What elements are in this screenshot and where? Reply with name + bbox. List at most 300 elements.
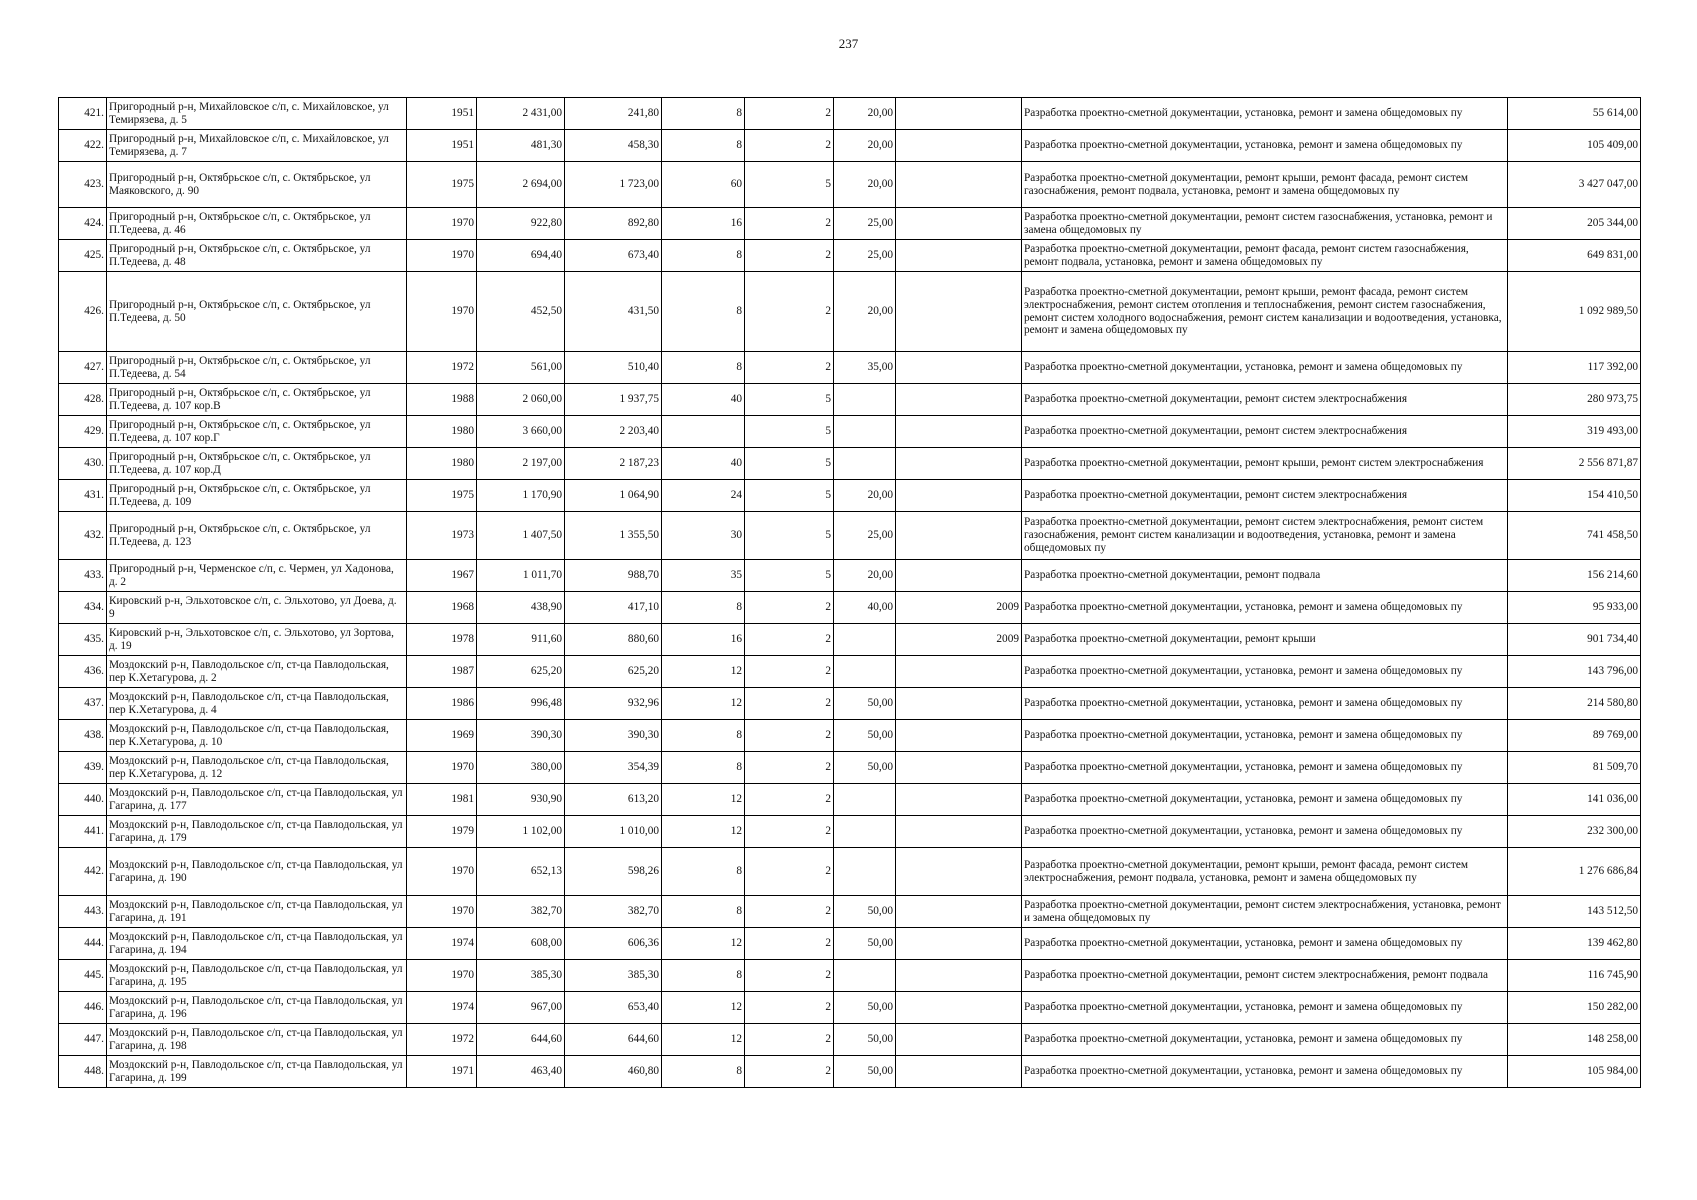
year-built-cell: 1970 — [407, 896, 477, 928]
last-repair-year-cell: 2009 — [896, 592, 1022, 624]
last-repair-year-cell — [896, 928, 1022, 960]
last-repair-year-cell — [896, 896, 1022, 928]
floors-cell: 2 — [745, 352, 834, 384]
wear-percent-cell: 20,00 — [834, 480, 896, 512]
works-description-cell: Разработка проектно-сметной документации, ремонт систем электроснабжения, ремонт систем газоснабжения, ремонт систем канализации и водоотведения, установка, ремонт и замена общедомовых пу — [1022, 512, 1508, 560]
total-area-cell: 967,00 — [477, 992, 565, 1024]
living-area-cell: 510,40 — [565, 352, 662, 384]
row-number: 433. — [59, 560, 107, 592]
table-row — [59, 688, 1641, 720]
wear-percent-cell: 25,00 — [834, 240, 896, 272]
apartments-cell: 16 — [662, 624, 745, 656]
apartments-cell: 8 — [662, 240, 745, 272]
works-description-cell: Разработка проектно-сметной документации, установка, ремонт и замена общедомовых пу — [1022, 592, 1508, 624]
works-description-cell: Разработка проектно-сметной документации, ремонт систем электроснабжения, ремонт подвала — [1022, 960, 1508, 992]
total-area-cell: 1 170,90 — [477, 480, 565, 512]
table-row — [59, 416, 1641, 448]
floors-cell: 2 — [745, 208, 834, 240]
total-area-cell: 2 060,00 — [477, 384, 565, 416]
wear-percent-cell: 25,00 — [834, 208, 896, 240]
year-built-cell: 1974 — [407, 992, 477, 1024]
year-built-cell: 1980 — [407, 416, 477, 448]
table-row — [59, 240, 1641, 272]
works-description-cell: Разработка проектно-сметной документации, установка, ремонт и замена общедомовых пу — [1022, 928, 1508, 960]
apartments-cell: 12 — [662, 784, 745, 816]
cost-cell: 741 458,50 — [1508, 512, 1641, 560]
table-row — [59, 272, 1641, 352]
apartments-cell: 8 — [662, 960, 745, 992]
table-row — [59, 928, 1641, 960]
total-area-cell: 463,40 — [477, 1056, 565, 1088]
last-repair-year-cell — [896, 512, 1022, 560]
last-repair-year-cell — [896, 384, 1022, 416]
address-cell: Пригородный р-н, Октябрьское с/п, с. Октябрьское, ул П.Тедеева, д. 46 — [107, 208, 407, 240]
address-cell: Моздокский р-н, Павлодольское с/п, ст-ца Павлодольская, ул Гагарина, д. 177 — [107, 784, 407, 816]
total-area-cell: 452,50 — [477, 272, 565, 352]
apartments-cell: 8 — [662, 752, 745, 784]
cost-cell: 214 580,80 — [1508, 688, 1641, 720]
row-number: 436. — [59, 656, 107, 688]
cost-cell: 95 933,00 — [1508, 592, 1641, 624]
wear-percent-cell: 40,00 — [834, 592, 896, 624]
total-area-cell: 911,60 — [477, 624, 565, 656]
apartments-cell: 30 — [662, 512, 745, 560]
row-number: 428. — [59, 384, 107, 416]
table-row — [59, 208, 1641, 240]
row-number: 438. — [59, 720, 107, 752]
row-number: 426. — [59, 272, 107, 352]
year-built-cell: 1971 — [407, 1056, 477, 1088]
table-row — [59, 592, 1641, 624]
living-area-cell: 673,40 — [565, 240, 662, 272]
living-area-cell: 932,96 — [565, 688, 662, 720]
cost-cell: 1 092 989,50 — [1508, 272, 1641, 352]
apartments-cell: 16 — [662, 208, 745, 240]
total-area-cell: 930,90 — [477, 784, 565, 816]
row-number: 421. — [59, 98, 107, 130]
table-row — [59, 560, 1641, 592]
wear-percent-cell: 35,00 — [834, 352, 896, 384]
floors-cell: 2 — [745, 1024, 834, 1056]
cost-cell: 116 745,90 — [1508, 960, 1641, 992]
apartments-cell: 40 — [662, 384, 745, 416]
row-number: 446. — [59, 992, 107, 1024]
table-row — [59, 448, 1641, 480]
living-area-cell: 880,60 — [565, 624, 662, 656]
living-area-cell: 431,50 — [565, 272, 662, 352]
wear-percent-cell: 50,00 — [834, 1056, 896, 1088]
wear-percent-cell — [834, 960, 896, 992]
table-row — [59, 1024, 1641, 1056]
apartments-cell: 8 — [662, 896, 745, 928]
works-description-cell: Разработка проектно-сметной документации, ремонт систем электроснабжения — [1022, 384, 1508, 416]
floors-cell: 2 — [745, 896, 834, 928]
cost-cell: 143 796,00 — [1508, 656, 1641, 688]
living-area-cell: 1 937,75 — [565, 384, 662, 416]
row-number: 443. — [59, 896, 107, 928]
living-area-cell: 1 355,50 — [565, 512, 662, 560]
address-cell: Моздокский р-н, Павлодольское с/п, ст-ца Павлодольская, ул Гагарина, д. 199 — [107, 1056, 407, 1088]
wear-percent-cell: 50,00 — [834, 1024, 896, 1056]
last-repair-year-cell — [896, 992, 1022, 1024]
floors-cell: 5 — [745, 448, 834, 480]
floors-cell: 5 — [745, 512, 834, 560]
floors-cell: 2 — [745, 752, 834, 784]
last-repair-year-cell — [896, 208, 1022, 240]
last-repair-year-cell — [896, 960, 1022, 992]
works-description-cell: Разработка проектно-сметной документации, ремонт крыши, ремонт фасада, ремонт систем электроснабжения, ремонт подвала, установка, ремонт и замена общедомовых пу — [1022, 848, 1508, 896]
apartments-cell: 12 — [662, 816, 745, 848]
wear-percent-cell: 50,00 — [834, 688, 896, 720]
table-row — [59, 162, 1641, 208]
apartments-cell: 8 — [662, 720, 745, 752]
last-repair-year-cell — [896, 416, 1022, 448]
apartments-cell: 8 — [662, 848, 745, 896]
works-description-cell: Разработка проектно-сметной документации, установка, ремонт и замена общедомовых пу — [1022, 752, 1508, 784]
last-repair-year-cell — [896, 688, 1022, 720]
address-cell: Пригородный р-н, Октябрьское с/п, с. Октябрьское, ул П.Тедеева, д. 123 — [107, 512, 407, 560]
last-repair-year-cell — [896, 720, 1022, 752]
row-number: 448. — [59, 1056, 107, 1088]
living-area-cell: 653,40 — [565, 992, 662, 1024]
cost-cell: 649 831,00 — [1508, 240, 1641, 272]
year-built-cell: 1951 — [407, 130, 477, 162]
last-repair-year-cell — [896, 560, 1022, 592]
cost-cell: 280 973,75 — [1508, 384, 1641, 416]
wear-percent-cell — [834, 416, 896, 448]
total-area-cell: 2 431,00 — [477, 98, 565, 130]
floors-cell: 5 — [745, 560, 834, 592]
year-built-cell: 1970 — [407, 240, 477, 272]
floors-cell: 2 — [745, 624, 834, 656]
table-row — [59, 752, 1641, 784]
year-built-cell: 1972 — [407, 1024, 477, 1056]
address-cell: Моздокский р-н, Павлодольское с/п, ст-ца Павлодольская, пер К.Хетагурова, д. 4 — [107, 688, 407, 720]
apartments-cell: 24 — [662, 480, 745, 512]
apartments-cell: 12 — [662, 656, 745, 688]
works-description-cell: Разработка проектно-сметной документации, ремонт систем электроснабжения, установка, ремонт и замена общедомовых пу — [1022, 896, 1508, 928]
table-row — [59, 512, 1641, 560]
address-cell: Моздокский р-н, Павлодольское с/п, ст-ца Павлодольская, ул Гагарина, д. 179 — [107, 816, 407, 848]
living-area-cell: 988,70 — [565, 560, 662, 592]
floors-cell: 2 — [745, 656, 834, 688]
floors-cell: 2 — [745, 272, 834, 352]
living-area-cell: 241,80 — [565, 98, 662, 130]
row-number: 441. — [59, 816, 107, 848]
address-cell: Пригородный р-н, Михайловское с/п, с. Михайловское, ул Темирязева, д. 7 — [107, 130, 407, 162]
year-built-cell: 1975 — [407, 162, 477, 208]
cost-cell: 89 769,00 — [1508, 720, 1641, 752]
living-area-cell: 354,39 — [565, 752, 662, 784]
cost-cell: 232 300,00 — [1508, 816, 1641, 848]
floors-cell: 2 — [745, 992, 834, 1024]
row-number: 427. — [59, 352, 107, 384]
year-built-cell: 1970 — [407, 960, 477, 992]
last-repair-year-cell — [896, 752, 1022, 784]
total-area-cell: 561,00 — [477, 352, 565, 384]
apartments-cell: 40 — [662, 448, 745, 480]
page-number: 237 — [838, 36, 859, 51]
year-built-cell: 1986 — [407, 688, 477, 720]
year-built-cell: 1951 — [407, 98, 477, 130]
row-number: 440. — [59, 784, 107, 816]
wear-percent-cell: 20,00 — [834, 98, 896, 130]
row-number: 444. — [59, 928, 107, 960]
total-area-cell: 608,00 — [477, 928, 565, 960]
last-repair-year-cell — [896, 448, 1022, 480]
works-description-cell: Разработка проектно-сметной документации, ремонт фасада, ремонт систем газоснабжения, ремонт подвала, установка, ремонт и замена общедомовых пу — [1022, 240, 1508, 272]
works-description-cell: Разработка проектно-сметной документации, ремонт крыши, ремонт фасада, ремонт систем газоснабжения, ремонт подвала, установка, ремонт и замена общедомовых пу — [1022, 162, 1508, 208]
last-repair-year-cell — [896, 352, 1022, 384]
last-repair-year-cell — [896, 98, 1022, 130]
year-built-cell: 1988 — [407, 384, 477, 416]
works-description-cell: Разработка проектно-сметной документации, установка, ремонт и замена общедомовых пу — [1022, 130, 1508, 162]
table-row — [59, 98, 1641, 130]
floors-cell: 2 — [745, 848, 834, 896]
address-cell: Пригородный р-н, Октябрьское с/п, с. Октябрьское, ул П.Тедеева, д. 107 кор.Г — [107, 416, 407, 448]
apartments-cell — [662, 416, 745, 448]
table-row — [59, 720, 1641, 752]
apartments-cell: 60 — [662, 162, 745, 208]
total-area-cell: 644,60 — [477, 1024, 565, 1056]
living-area-cell: 458,30 — [565, 130, 662, 162]
address-cell: Пригородный р-н, Октябрьское с/п, с. Октябрьское, ул П.Тедеева, д. 48 — [107, 240, 407, 272]
living-area-cell: 598,26 — [565, 848, 662, 896]
year-built-cell: 1970 — [407, 752, 477, 784]
last-repair-year-cell — [896, 130, 1022, 162]
works-description-cell: Разработка проектно-сметной документации, ремонт крыши, ремонт фасада, ремонт систем электроснабжения, ремонт систем отопления и теплоснабжения, ремонт систем газоснабжения, ремонт систем холодного водоснабжения, ремонт систем канализации и водоотведения, установка, ремонт и замена общедомовых пу — [1022, 272, 1508, 352]
address-cell: Пригородный р-н, Октябрьское с/п, с. Октябрьское, ул П.Тедеева, д. 54 — [107, 352, 407, 384]
last-repair-year-cell — [896, 848, 1022, 896]
address-cell: Моздокский р-н, Павлодольское с/п, ст-ца Павлодольская, ул Гагарина, д. 196 — [107, 992, 407, 1024]
floors-cell: 2 — [745, 98, 834, 130]
cost-cell: 105 409,00 — [1508, 130, 1641, 162]
year-built-cell: 1970 — [407, 272, 477, 352]
year-built-cell: 1980 — [407, 448, 477, 480]
apartments-cell: 12 — [662, 992, 745, 1024]
year-built-cell: 1968 — [407, 592, 477, 624]
works-description-cell: Разработка проектно-сметной документации, ремонт систем электроснабжения — [1022, 416, 1508, 448]
table-row — [59, 992, 1641, 1024]
address-cell: Моздокский р-н, Павлодольское с/п, ст-ца Павлодольская, ул Гагарина, д. 194 — [107, 928, 407, 960]
wear-percent-cell: 50,00 — [834, 992, 896, 1024]
cost-cell: 150 282,00 — [1508, 992, 1641, 1024]
row-number: 442. — [59, 848, 107, 896]
living-area-cell: 1 064,90 — [565, 480, 662, 512]
cost-cell: 55 614,00 — [1508, 98, 1641, 130]
total-area-cell: 922,80 — [477, 208, 565, 240]
total-area-cell: 694,40 — [477, 240, 565, 272]
apartments-cell: 8 — [662, 352, 745, 384]
living-area-cell: 382,70 — [565, 896, 662, 928]
total-area-cell: 996,48 — [477, 688, 565, 720]
living-area-cell: 417,10 — [565, 592, 662, 624]
table-row — [59, 816, 1641, 848]
wear-percent-cell — [834, 816, 896, 848]
address-cell: Моздокский р-н, Павлодольское с/п, ст-ца Павлодольская, ул Гагарина, д. 190 — [107, 848, 407, 896]
wear-percent-cell: 50,00 — [834, 896, 896, 928]
works-description-cell: Разработка проектно-сметной документации, установка, ремонт и замена общедомовых пу — [1022, 784, 1508, 816]
row-number: 435. — [59, 624, 107, 656]
year-built-cell: 1970 — [407, 848, 477, 896]
last-repair-year-cell — [896, 656, 1022, 688]
floors-cell: 2 — [745, 1056, 834, 1088]
floors-cell: 2 — [745, 816, 834, 848]
wear-percent-cell: 25,00 — [834, 512, 896, 560]
last-repair-year-cell — [896, 240, 1022, 272]
table-row — [59, 352, 1641, 384]
cost-cell: 105 984,00 — [1508, 1056, 1641, 1088]
wear-percent-cell: 50,00 — [834, 752, 896, 784]
cost-cell: 139 462,80 — [1508, 928, 1641, 960]
living-area-cell: 613,20 — [565, 784, 662, 816]
works-description-cell: Разработка проектно-сметной документации, установка, ремонт и замена общедомовых пу — [1022, 98, 1508, 130]
cost-cell: 148 258,00 — [1508, 1024, 1641, 1056]
last-repair-year-cell — [896, 162, 1022, 208]
living-area-cell: 1 010,00 — [565, 816, 662, 848]
cost-cell: 319 493,00 — [1508, 416, 1641, 448]
address-cell: Кировский р-н, Эльхотовское с/п, с. Эльхотово, ул Доева, д. 9 — [107, 592, 407, 624]
total-area-cell: 382,70 — [477, 896, 565, 928]
year-built-cell: 1987 — [407, 656, 477, 688]
living-area-cell: 892,80 — [565, 208, 662, 240]
address-cell: Пригородный р-н, Черменское с/п, с. Чермен, ул Хадонова, д. 2 — [107, 560, 407, 592]
row-number: 437. — [59, 688, 107, 720]
living-area-cell: 390,30 — [565, 720, 662, 752]
table-row — [59, 896, 1641, 928]
row-number: 432. — [59, 512, 107, 560]
living-area-cell: 644,60 — [565, 1024, 662, 1056]
floors-cell: 5 — [745, 416, 834, 448]
living-area-cell: 606,36 — [565, 928, 662, 960]
last-repair-year-cell — [896, 272, 1022, 352]
row-number: 434. — [59, 592, 107, 624]
address-cell: Кировский р-н, Эльхотовское с/п, с. Эльхотово, ул Зортова, д. 19 — [107, 624, 407, 656]
works-description-cell: Разработка проектно-сметной документации, установка, ремонт и замена общедомовых пу — [1022, 352, 1508, 384]
wear-percent-cell: 50,00 — [834, 720, 896, 752]
works-description-cell: Разработка проектно-сметной документации, ремонт крыши — [1022, 624, 1508, 656]
year-built-cell: 1974 — [407, 928, 477, 960]
last-repair-year-cell — [896, 1056, 1022, 1088]
cost-cell: 154 410,50 — [1508, 480, 1641, 512]
cost-cell: 901 734,40 — [1508, 624, 1641, 656]
floors-cell: 5 — [745, 480, 834, 512]
living-area-cell: 625,20 — [565, 656, 662, 688]
apartments-cell: 8 — [662, 1056, 745, 1088]
address-cell: Пригородный р-н, Михайловское с/п, с. Михайловское, ул Темирязева, д. 5 — [107, 98, 407, 130]
table-row — [59, 848, 1641, 896]
total-area-cell: 481,30 — [477, 130, 565, 162]
cost-cell: 141 036,00 — [1508, 784, 1641, 816]
wear-percent-cell: 20,00 — [834, 130, 896, 162]
apartments-cell: 35 — [662, 560, 745, 592]
total-area-cell: 625,20 — [477, 656, 565, 688]
wear-percent-cell — [834, 384, 896, 416]
total-area-cell: 1 407,50 — [477, 512, 565, 560]
row-number: 425. — [59, 240, 107, 272]
works-description-cell: Разработка проектно-сметной документации, установка, ремонт и замена общедомовых пу — [1022, 816, 1508, 848]
row-number: 431. — [59, 480, 107, 512]
total-area-cell: 385,30 — [477, 960, 565, 992]
year-built-cell: 1981 — [407, 784, 477, 816]
row-number: 423. — [59, 162, 107, 208]
wear-percent-cell — [834, 784, 896, 816]
floors-cell: 5 — [745, 162, 834, 208]
total-area-cell: 380,00 — [477, 752, 565, 784]
living-area-cell: 1 723,00 — [565, 162, 662, 208]
table-row — [59, 130, 1641, 162]
cost-cell: 117 392,00 — [1508, 352, 1641, 384]
row-number: 445. — [59, 960, 107, 992]
row-number: 429. — [59, 416, 107, 448]
apartments-cell: 8 — [662, 592, 745, 624]
apartments-cell: 8 — [662, 272, 745, 352]
last-repair-year-cell — [896, 480, 1022, 512]
total-area-cell: 2 694,00 — [477, 162, 565, 208]
total-area-cell: 438,90 — [477, 592, 565, 624]
works-description-cell: Разработка проектно-сметной документации, установка, ремонт и замена общедомовых пу — [1022, 656, 1508, 688]
year-built-cell: 1973 — [407, 512, 477, 560]
table-row — [59, 480, 1641, 512]
total-area-cell: 3 660,00 — [477, 416, 565, 448]
row-number: 430. — [59, 448, 107, 480]
floors-cell: 2 — [745, 784, 834, 816]
floors-cell: 2 — [745, 130, 834, 162]
works-description-cell: Разработка проектно-сметной документации, ремонт систем газоснабжения, установка, ремонт и замена общедомовых пу — [1022, 208, 1508, 240]
apartments-cell: 12 — [662, 1024, 745, 1056]
row-number: 439. — [59, 752, 107, 784]
row-number: 447. — [59, 1024, 107, 1056]
total-area-cell: 2 197,00 — [477, 448, 565, 480]
address-cell: Моздокский р-н, Павлодольское с/п, ст-ца Павлодольская, ул Гагарина, д. 191 — [107, 896, 407, 928]
total-area-cell: 1 011,70 — [477, 560, 565, 592]
apartments-cell: 8 — [662, 98, 745, 130]
works-description-cell: Разработка проектно-сметной документации, ремонт систем электроснабжения — [1022, 480, 1508, 512]
cost-cell: 3 427 047,00 — [1508, 162, 1641, 208]
apartments-cell: 8 — [662, 130, 745, 162]
works-description-cell: Разработка проектно-сметной документации, установка, ремонт и замена общедомовых пу — [1022, 688, 1508, 720]
works-description-cell: Разработка проектно-сметной документации, установка, ремонт и замена общедомовых пу — [1022, 1024, 1508, 1056]
row-number: 424. — [59, 208, 107, 240]
works-description-cell: Разработка проектно-сметной документации, установка, ремонт и замена общедомовых пу — [1022, 1056, 1508, 1088]
table-row — [59, 960, 1641, 992]
apartments-cell: 12 — [662, 928, 745, 960]
year-built-cell: 1975 — [407, 480, 477, 512]
total-area-cell: 1 102,00 — [477, 816, 565, 848]
cost-cell: 2 556 871,87 — [1508, 448, 1641, 480]
address-cell: Моздокский р-н, Павлодольское с/п, ст-ца Павлодольская, пер К.Хетагурова, д. 10 — [107, 720, 407, 752]
year-built-cell: 1970 — [407, 208, 477, 240]
total-area-cell: 390,30 — [477, 720, 565, 752]
cost-cell: 81 509,70 — [1508, 752, 1641, 784]
cost-cell: 143 512,50 — [1508, 896, 1641, 928]
address-cell: Пригородный р-н, Октябрьское с/п, с. Октябрьское, ул П.Тедеева, д. 107 кор.В — [107, 384, 407, 416]
table-row — [59, 656, 1641, 688]
year-built-cell: 1979 — [407, 816, 477, 848]
last-repair-year-cell — [896, 784, 1022, 816]
living-area-cell: 2 203,40 — [565, 416, 662, 448]
address-cell: Пригородный р-н, Октябрьское с/п, с. Октябрьское, ул П.Тедеева, д. 109 — [107, 480, 407, 512]
works-description-cell: Разработка проектно-сметной документации, ремонт крыши, ремонт систем электроснабжения — [1022, 448, 1508, 480]
floors-cell: 5 — [745, 384, 834, 416]
row-number: 422. — [59, 130, 107, 162]
last-repair-year-cell — [896, 816, 1022, 848]
year-built-cell: 1967 — [407, 560, 477, 592]
works-description-cell: Разработка проектно-сметной документации, ремонт подвала — [1022, 560, 1508, 592]
address-cell: Пригородный р-н, Октябрьское с/п, с. Октябрьское, ул П.Тедеева, д. 50 — [107, 272, 407, 352]
floors-cell: 2 — [745, 960, 834, 992]
wear-percent-cell — [834, 848, 896, 896]
